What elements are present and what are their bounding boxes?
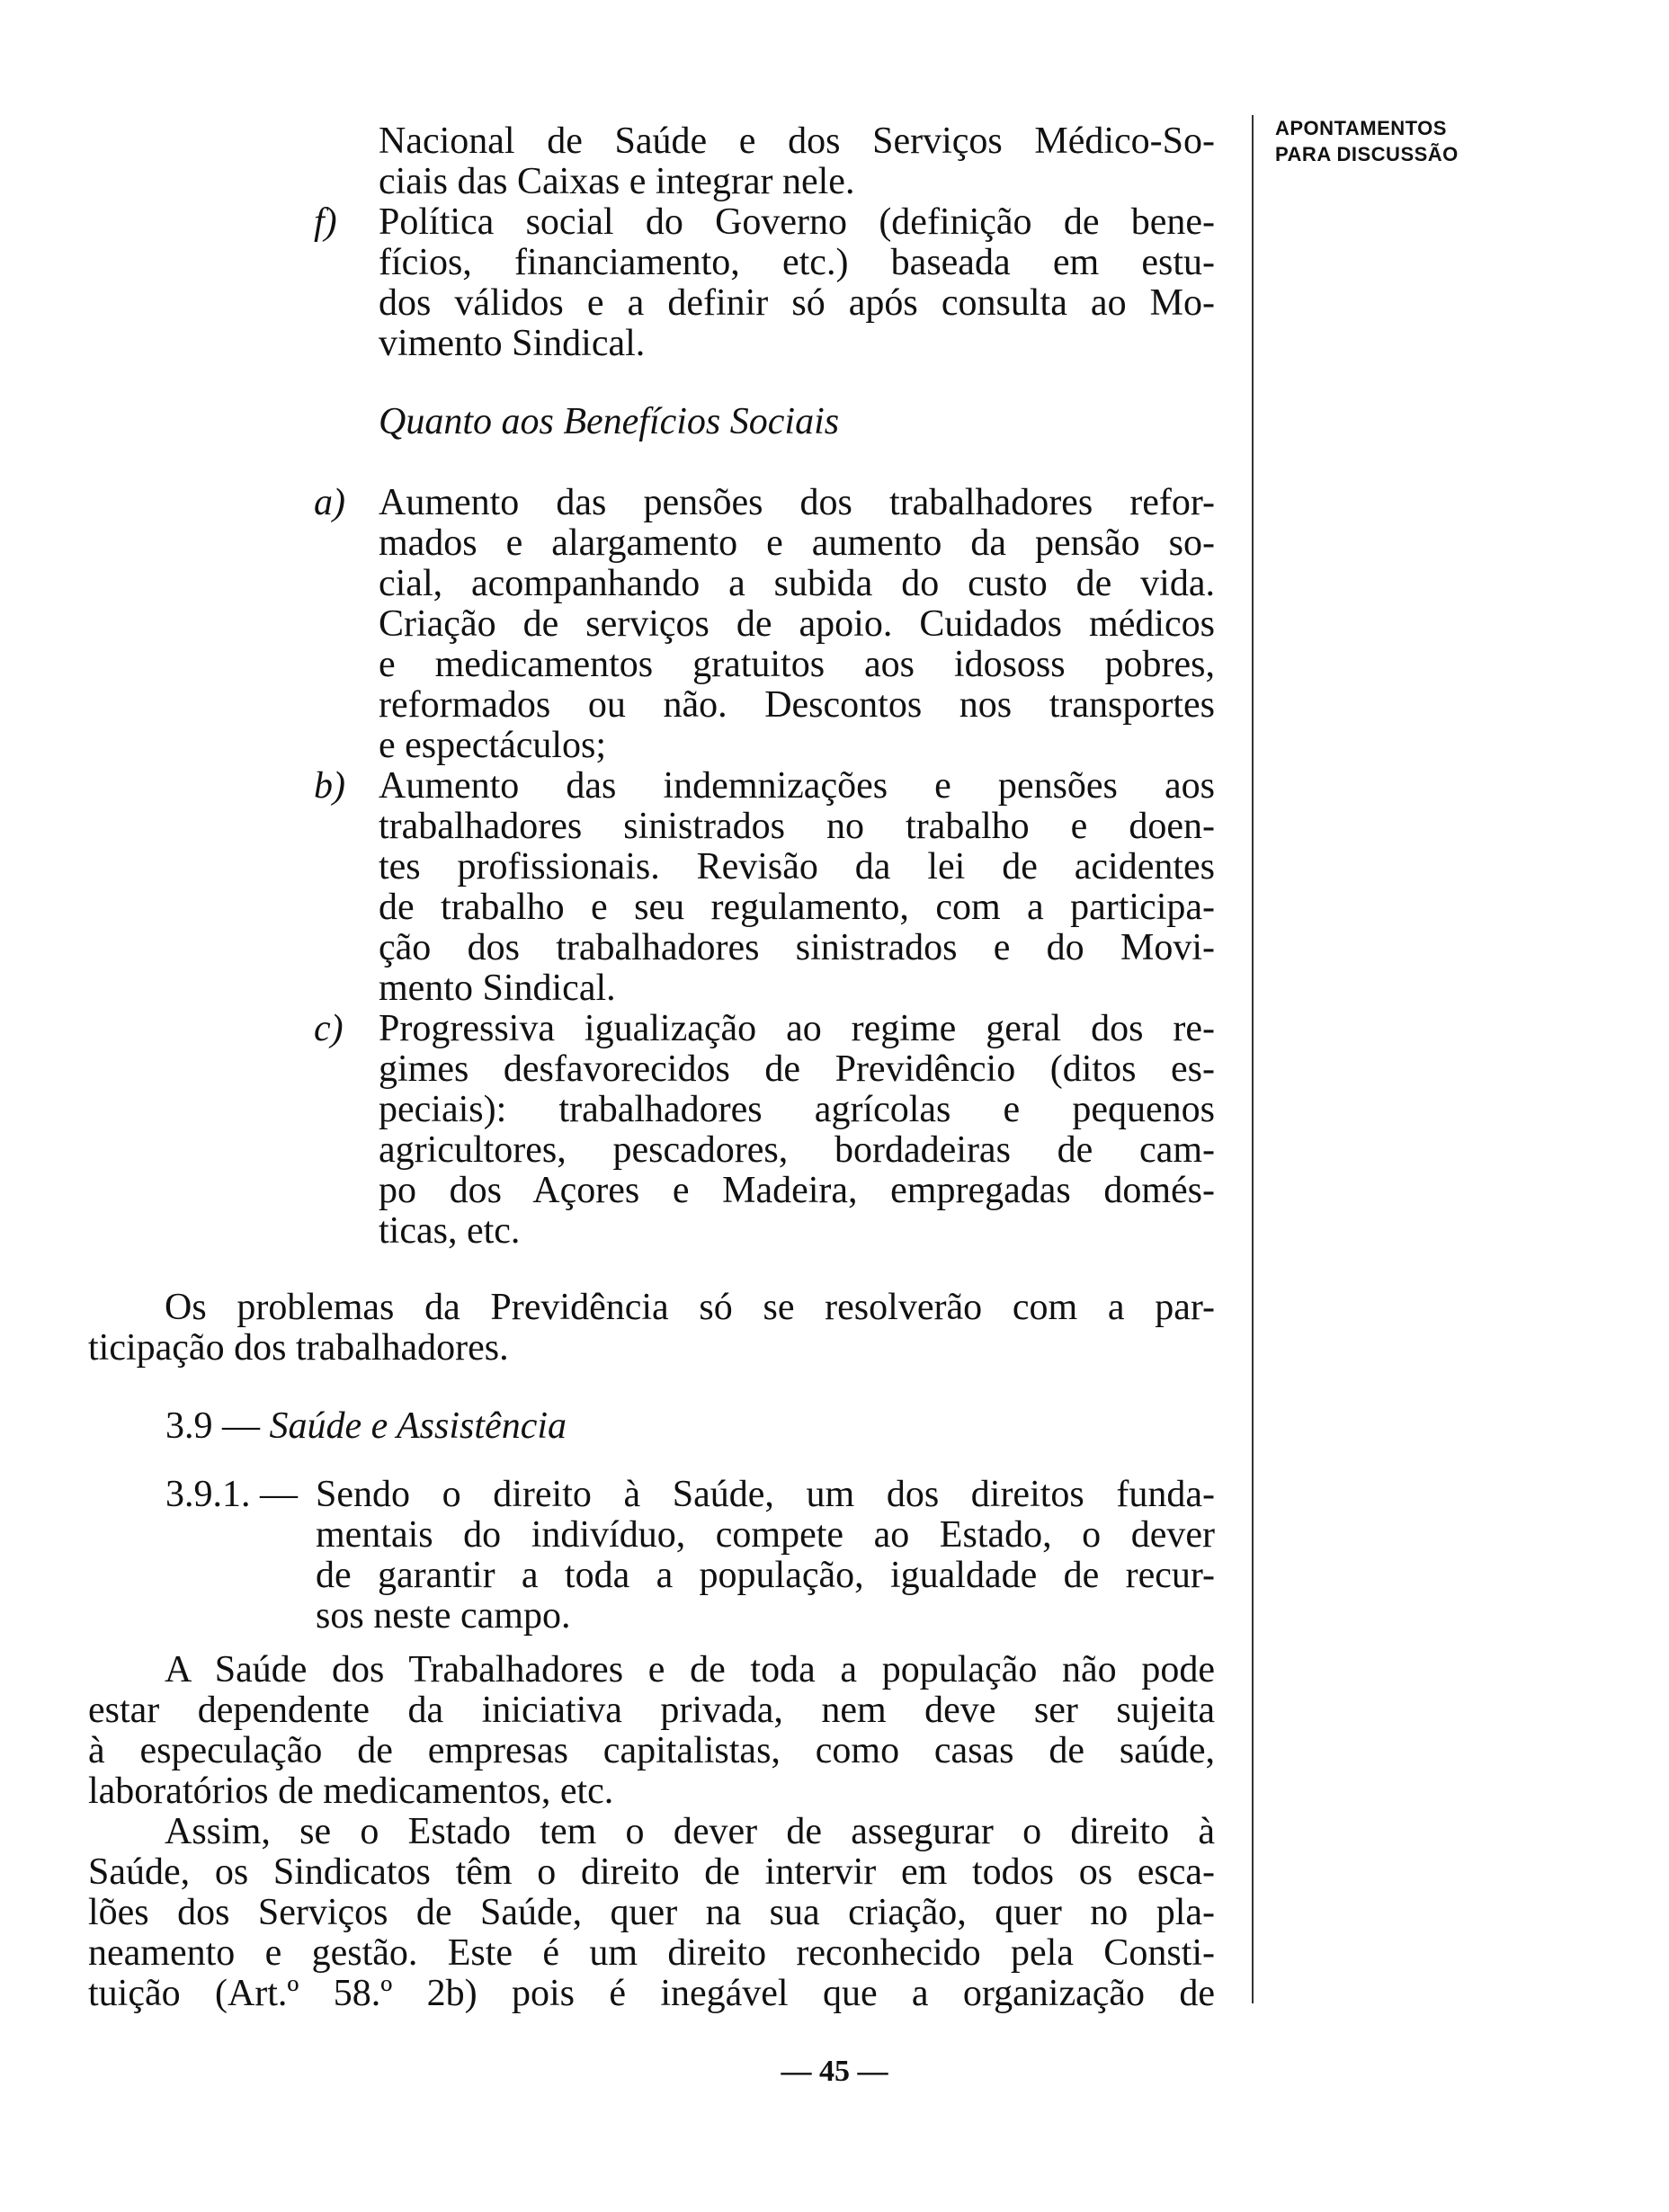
section-number-3-9-1: 3.9.1. — <box>165 1474 298 1515</box>
text-line: vimento Sindical. <box>379 323 646 364</box>
list-item-f <box>314 201 1215 364</box>
text-line: Aumento das pensões dos trabalhadores refor- <box>379 482 1215 523</box>
margin-rule <box>1252 115 1254 2003</box>
text-line: A Saúde dos Trabalhadores e de toda a população não pode <box>165 1649 1215 1690</box>
item-marker: f) <box>314 201 337 243</box>
text-line: mados e alargamento e aumento da pensão so- <box>379 522 1215 564</box>
text-line: mento Sindical. <box>379 968 616 1009</box>
text-line: agricultores, pescadores, bordadeiras de cam- <box>379 1129 1215 1171</box>
text-line: fícios, financiamento, etc.) baseada em estu- <box>379 242 1215 283</box>
text-line: de trabalho e seu regulamento, com a participa- <box>379 887 1215 928</box>
item-marker: b) <box>314 765 345 807</box>
top-continuation <box>379 121 1215 202</box>
text-line: tes profissionais. Revisão da lei de acidentes <box>379 846 1215 887</box>
text-line: lões dos Serviços de Saúde, quer na sua criação, quer no pla- <box>88 1892 1215 1933</box>
item-marker: a) <box>314 482 345 523</box>
text-line: cial, acompanhando a subida do custo de vida. <box>379 563 1215 604</box>
text-line: tuição (Art.º 58.º 2b) pois é inegável que a organização de <box>88 1973 1215 2014</box>
section-title: Saúde e Assistência <box>269 1405 567 1447</box>
text-line: ção dos trabalhadores sinistrados e do Movi- <box>379 927 1215 968</box>
text-line: estar dependente da iniciativa privada, nem deve ser sujeita <box>88 1690 1215 1731</box>
text-line: e medicamentos gratuitos aos idososs pobres, <box>379 644 1215 685</box>
text-line: ciais das Caixas e integrar nele. <box>379 161 855 202</box>
text-line: po dos Açores e Madeira, empregadas domés- <box>379 1170 1215 1211</box>
item-marker: c) <box>314 1008 344 1049</box>
text-line: Sendo o direito à Saúde, um dos direitos funda- <box>316 1474 1215 1515</box>
previdencia-paragraph <box>88 1288 1215 1369</box>
saude-paragraph <box>88 1650 1215 1812</box>
list-item-a <box>314 482 1215 766</box>
text-line: Política social do Governo (definição de bene- <box>379 201 1215 243</box>
text-line: Os problemas da Previdência só se resolverão com a par- <box>165 1287 1215 1328</box>
text-line: sos neste campo. <box>316 1595 571 1637</box>
beneficios-heading: Quanto aos Benefícios Sociais <box>379 401 840 442</box>
text-line: gimes desfavorecidos de Previdêncio (ditos es- <box>379 1048 1215 1090</box>
list-item-b <box>314 765 1215 1009</box>
section-3-9-1-text <box>316 1475 1215 1637</box>
assim-paragraph <box>88 1812 1215 2014</box>
text-line: laboratórios de medicamentos, etc. <box>88 1770 614 1812</box>
text-line: reformados ou não. Descontos nos transportes <box>379 684 1215 726</box>
text-line: Saúde, os Sindicatos têm o direito de intervir em todos os esca- <box>88 1851 1215 1893</box>
section-number: 3.9 — <box>165 1405 260 1447</box>
sidebar-line-2: PARA DISCUSSÃO <box>1275 143 1459 165</box>
text-line: Assim, se o Estado tem o dever de assegurar o direito à <box>165 1811 1215 1852</box>
text-line: trabalhadores sinistrados no trabalho e doen- <box>379 806 1215 847</box>
text-line: mentais do indivíduo, compete ao Estado, o dever <box>316 1514 1215 1556</box>
section-heading-3-9 <box>165 1406 975 1447</box>
text-line: Criação de serviços de apoio. Cuidados médicos <box>379 603 1215 645</box>
text-line: e espectáculos; <box>379 725 607 766</box>
sidebar-line-1: APONTAMENTOS <box>1275 117 1447 139</box>
text-line: dos válidos e a definir só após consulta ao Mo- <box>379 282 1215 324</box>
text-line: à especulação de empresas capitalistas, como casas de saúde, <box>88 1730 1215 1771</box>
text-line: ticas, etc. <box>379 1210 521 1252</box>
text-line: Aumento das indemnizações e pensões aos <box>379 765 1215 807</box>
text-line: Progressiva igualização ao regime geral dos re- <box>379 1008 1215 1049</box>
sidebar-note <box>1275 115 1459 167</box>
list-item-c <box>314 1008 1215 1252</box>
text-line: de garantir a toda a população, igualdade de recur- <box>316 1555 1215 1596</box>
text-line: ticipação dos trabalhadores. <box>88 1327 509 1369</box>
text-line: neamento e gestão. Este é um direito reconhecido pela Consti- <box>88 1932 1215 1974</box>
text-line: Nacional de Saúde e dos Serviços Médico-So- <box>379 120 1215 162</box>
page-number: — 45 — <box>781 2055 888 2088</box>
text-line: peciais): trabalhadores agrícolas e pequenos <box>379 1089 1215 1130</box>
